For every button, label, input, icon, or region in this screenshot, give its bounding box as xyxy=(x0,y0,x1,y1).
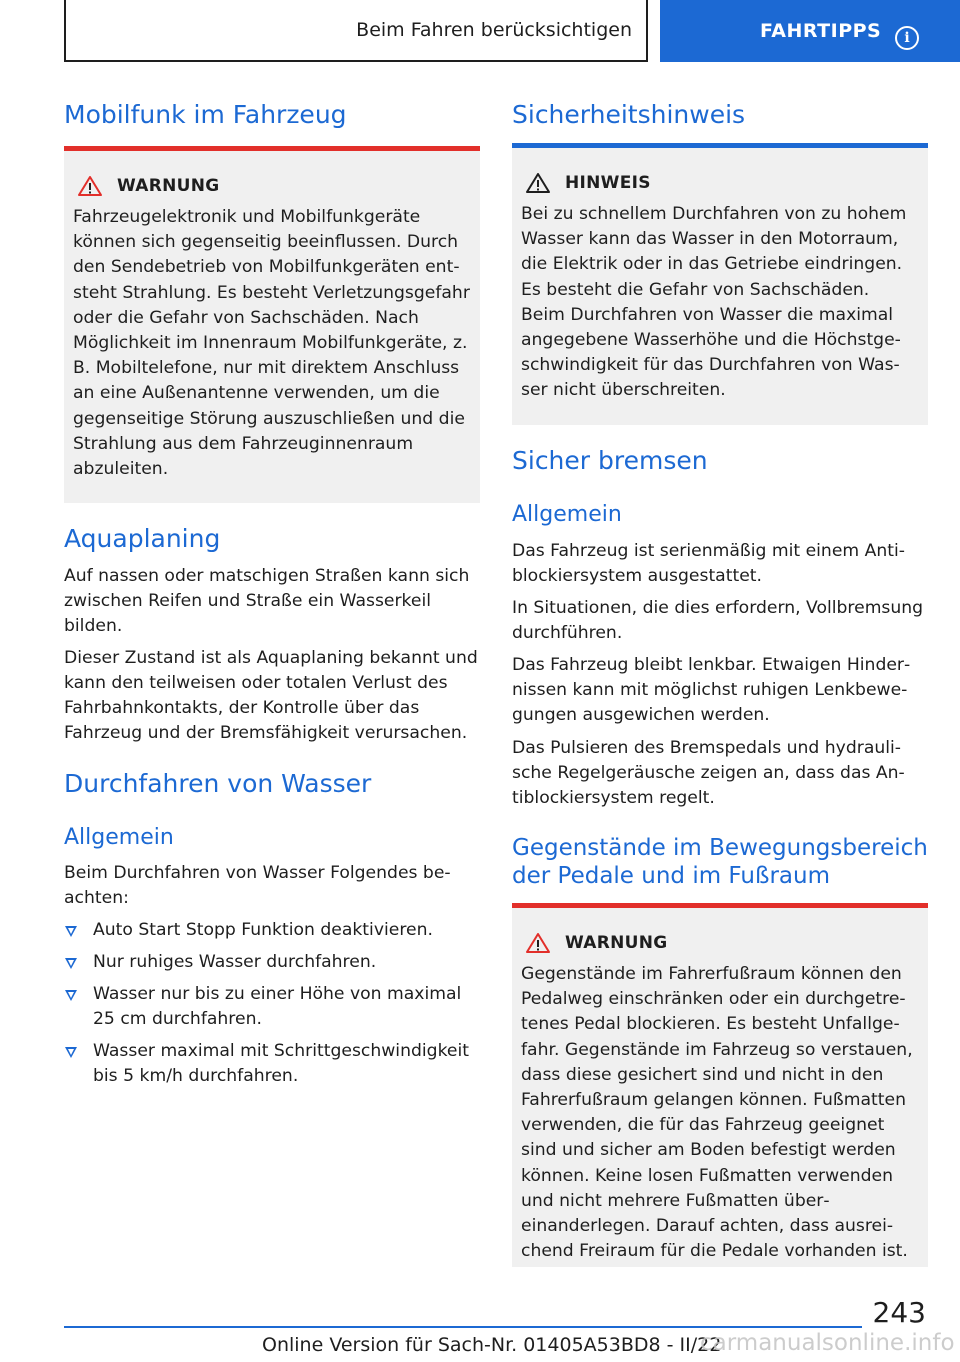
bullet-triangle-icon xyxy=(65,1047,77,1058)
wasser-intro: Beim Durchfahren von Wasser Folgendes beachten: xyxy=(64,863,451,908)
section-header xyxy=(64,0,648,62)
bremsen-paragraph-1: Das Fahrzeug ist serienmäßig mit einem Antiblockiersystem ausgestattet. xyxy=(512,541,905,586)
hint-box xyxy=(512,143,928,425)
heading-gegenstaende-line-2: der Pedale und im Fußraum xyxy=(512,863,831,889)
section-title: Beim Fahren berücksichtigen xyxy=(356,19,632,41)
bremsen-paragraph-3: Das Fahrzeug bleibt lenkbar. Etwaigen Hindernissen kann mit möglichst ruhigen Lenkbewegungen ausgewichen werden. xyxy=(512,655,911,725)
list-item: Wasser nur bis zu einer Höhe von maximal 25 cm durchfahren. xyxy=(64,982,484,1032)
heading-wasser: Durchfahren von Wasser xyxy=(64,769,372,798)
watermark: carmanualsonline.info xyxy=(700,1330,955,1356)
hint-text: Bei zu schnellem Durchfahren von zu hohem Wasser kann das Wasser in den Motorraum, die Elektrik oder in das Getriebe eindringen. Es besteht die Gefahr von Sachschäden. Beim Durchfahren von Wasser die maximal angegebene Wasserhöhe und die Höchstgeschwindigkeit für das Durchfahren von Wasser nicht überschreiten. xyxy=(521,204,907,401)
info-icon: i xyxy=(895,26,919,50)
warning-box-mobilfunk xyxy=(64,146,480,503)
bremsen-paragraph-4: Das Pulsieren des Bremspedals und hydraulische Regelgeräusche zeigen an, dass das Antiblockiersystem regelt. xyxy=(512,738,905,808)
warning-text: Fahrzeugelektronik und Mobilfunkgeräte können sich gegenseitig beeinflussen. Durch den Sendebetrieb von Mobilfunkgeräten entsteht Strahlung. Es besteht Verletzungsgefahr oder die Gefahr von Sachschäden. Nach Möglichkeit im Innenraum Mobilfunkgeräte, z. B. Mobiltelefone, nur mit direktem Anschluss an eine Außenantenne verwenden, um die gegenseitige Störung auszuschließen und die Strahlung aus dem Fahrzeuginnenraum abzuleiten. xyxy=(73,207,470,480)
hint-header xyxy=(521,170,918,196)
heading-sicherheitshinweis: Sicherheitshinweis xyxy=(512,100,746,129)
warning-label: WARNUNG xyxy=(117,176,220,196)
bullet-triangle-icon xyxy=(65,958,77,969)
heading-sicher-bremsen: Sicher bremsen xyxy=(512,446,708,475)
list-item: Wasser maximal mit Schrittgeschwindigkeit bis 5 km/h durchfahren. xyxy=(64,1039,484,1089)
subheading-bremsen-allgemein: Allgemein xyxy=(512,502,622,527)
footer-divider xyxy=(64,1326,862,1328)
aquaplaning-paragraph-2: Dieser Zustand ist als Aquaplaning bekannt und kann den teilweisen oder totalen Verlust des Fahrbahnkontakts, der Kontrolle über das Fahrzeug und der Bremsfähigkeit verursachen. xyxy=(64,648,478,743)
hint-label: HINWEIS xyxy=(565,173,651,193)
list-item: Nur ruhiges Wasser durchfahren. xyxy=(64,950,484,975)
warning-triangle-icon xyxy=(77,175,103,197)
bullet-triangle-icon xyxy=(65,926,77,937)
warning-label: WARNUNG xyxy=(565,933,668,953)
list-item: Auto Start Stopp Funktion deaktivieren. xyxy=(64,918,484,943)
warning-text: Gegenstände im Fahrerfußraum können den Pedalweg einschränken oder ein durchgetretenes Pedal blockieren. Es besteht Unfallgefahr. Gegenstände im Fahrzeug so verstauen, dass diese gesichert sind und nicht in den Fahrerfußraum gelangen können. Fußmatten verwenden, die für das Fahrzeug geeignet sind und sicher am Boden befestigt werden können. Keine losen Fußmatten verwenden und nicht mehrere Fußmatten übereinanderlegen. Darauf achten, dass ausreichend Freiraum für die Pedale vorhanden ist. xyxy=(521,964,913,1262)
online-version-note: Online Version für Sach-Nr. 01405A53BD8 - II/22 xyxy=(262,1334,722,1356)
bremsen-paragraph-2: In Situationen, die dies erfordern, Vollbremsung durchführen. xyxy=(512,598,924,643)
heading-gegenstaende-line-1: Gegenstände im Bewegungsbereich xyxy=(512,835,928,861)
chapter-title: FAHRTIPPS xyxy=(760,20,882,42)
wasser-bullet-list xyxy=(64,918,484,1096)
warning-box-gegenstaende xyxy=(512,903,928,1267)
page-number: 243 xyxy=(872,1296,926,1329)
bullet-triangle-icon xyxy=(65,990,77,1001)
aquaplaning-paragraph-1: Auf nassen oder matschigen Straßen kann sich zwischen Reifen und Straße ein Wasserkeil bilden. xyxy=(64,566,470,636)
warning-header xyxy=(521,930,918,956)
subheading-wasser-allgemein: Allgemein xyxy=(64,825,174,850)
warning-header xyxy=(73,173,470,199)
heading-mobilfunk: Mobilfunk im Fahrzeug xyxy=(64,100,347,129)
warning-triangle-icon xyxy=(525,932,551,954)
warning-triangle-icon xyxy=(525,172,551,194)
heading-aquaplaning: Aquaplaning xyxy=(64,524,221,553)
